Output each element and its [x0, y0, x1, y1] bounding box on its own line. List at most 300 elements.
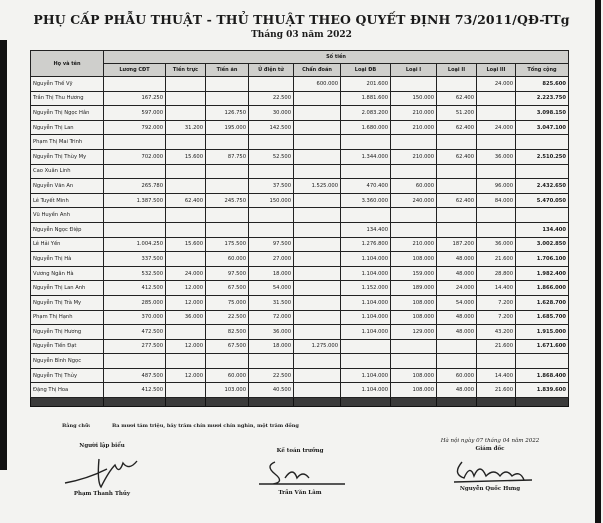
- amount-cell: [477, 354, 516, 369]
- preparer-role: Người lập biểu: [79, 443, 125, 449]
- amount-cell: [341, 339, 391, 354]
- column-header: Loại III: [477, 64, 516, 77]
- employee-name: Cao Xuân Linh: [31, 164, 104, 179]
- amount-cell: [391, 208, 437, 223]
- amount-cell: [206, 77, 249, 92]
- amount-cell: 72.000: [249, 310, 294, 325]
- amount-cell: 7.200: [477, 295, 516, 310]
- table-row: [31, 135, 569, 150]
- amount-cell: 31.500: [249, 295, 294, 310]
- amount-cell: [437, 222, 477, 237]
- amount-cell: [166, 77, 206, 92]
- amount-cell: 108.000: [391, 295, 437, 310]
- scan-edge-right: [595, 0, 601, 523]
- note-label: Bằng chữ:: [62, 423, 91, 429]
- amount-cell: 37.500: [249, 179, 294, 194]
- amount-cell: 126.750: [206, 106, 249, 121]
- amount-cell: 67.500: [206, 339, 249, 354]
- amount-cell: [391, 164, 437, 179]
- amount-cell: 62.400: [166, 193, 206, 208]
- preparer-name: Phạm Thanh Thủy: [73, 491, 131, 497]
- employee-name: Vũ Huyền Anh: [31, 208, 104, 223]
- employee-name: Nguyễn Thế Vỹ: [31, 77, 104, 92]
- amount-cell: 1.344.000: [341, 149, 391, 164]
- table-row: [31, 149, 569, 164]
- amount-cell: 62.400: [437, 149, 477, 164]
- amount-cell: [437, 354, 477, 369]
- name-header: Họ và tên: [31, 51, 104, 77]
- amount-cell: 108.000: [391, 383, 437, 398]
- scan-edge-left: [0, 40, 7, 470]
- amount-cell: 142.500: [249, 120, 294, 135]
- amount-cell: 532.500: [104, 266, 166, 281]
- employee-name: Nguyễn Thị Lan: [31, 120, 104, 135]
- amount-cell: [249, 164, 294, 179]
- amount-cell: 1.680.000: [341, 120, 391, 135]
- amount-cell: [294, 295, 341, 310]
- amount-cell: 412.500: [104, 383, 166, 398]
- amount-cell: [294, 266, 341, 281]
- document-subtitle: Tháng 03 năm 2022: [251, 30, 352, 40]
- amount-cell: 1.275.000: [294, 339, 341, 354]
- director-role: Giám đốc: [475, 446, 505, 452]
- amount-cell: 15.600: [166, 149, 206, 164]
- amount-cell: [294, 164, 341, 179]
- amount-cell: 285.000: [104, 295, 166, 310]
- employee-name: Nguyễn Thị Hà: [31, 252, 104, 267]
- amount-cell: [477, 164, 516, 179]
- amount-cell: 597.000: [104, 106, 166, 121]
- row-total: [516, 135, 569, 150]
- amount-cell: [249, 222, 294, 237]
- row-total: 2.223.750: [516, 91, 569, 106]
- amount-cell: 14.400: [477, 281, 516, 296]
- table-row: [31, 295, 569, 310]
- amount-cell: 18.000: [249, 339, 294, 354]
- amount-cell: 54.000: [249, 281, 294, 296]
- amount-cell: [166, 208, 206, 223]
- amount-cell: [294, 106, 341, 121]
- amount-cell: 108.000: [391, 310, 437, 325]
- footer-cell: [516, 398, 569, 407]
- table-row: [31, 281, 569, 296]
- amount-cell: 22.500: [206, 310, 249, 325]
- amount-cell: 40.500: [249, 383, 294, 398]
- amount-cell: 370.000: [104, 310, 166, 325]
- amount-cell: 167.250: [104, 91, 166, 106]
- amount-cell: 30.000: [249, 106, 294, 121]
- amount-cell: [166, 383, 206, 398]
- table-row: [31, 266, 569, 281]
- amount-cell: [294, 91, 341, 106]
- amount-cell: [206, 135, 249, 150]
- table-row: [31, 354, 569, 369]
- amount-cell: 195.000: [206, 120, 249, 135]
- amount-cell: 150.000: [391, 91, 437, 106]
- amount-cell: [206, 354, 249, 369]
- amount-cell: 21.600: [477, 383, 516, 398]
- amount-cell: 51.200: [437, 106, 477, 121]
- amount-cell: 28.800: [477, 266, 516, 281]
- amount-cell: [294, 135, 341, 150]
- amount-cell: [477, 91, 516, 106]
- amount-cell: [294, 310, 341, 325]
- amount-cell: [477, 208, 516, 223]
- allowance-table: [30, 50, 569, 407]
- amount-cell: 472.500: [104, 325, 166, 340]
- amount-cell: 175.500: [206, 237, 249, 252]
- footer-cell: [206, 398, 249, 407]
- amount-cell: [477, 135, 516, 150]
- amount-cell: 470.400: [341, 179, 391, 194]
- amount-cell: 265.780: [104, 179, 166, 194]
- row-total: [516, 164, 569, 179]
- amount-cell: [249, 77, 294, 92]
- amount-cell: 1.104.000: [341, 325, 391, 340]
- amount-cell: 1.881.600: [341, 91, 391, 106]
- row-total: [516, 354, 569, 369]
- amount-cell: [104, 354, 166, 369]
- amount-cell: [166, 354, 206, 369]
- amount-cell: 24.000: [437, 281, 477, 296]
- table-row: [31, 164, 569, 179]
- amount-cell: 60.000: [206, 252, 249, 267]
- amount-cell: 15.600: [166, 237, 206, 252]
- amount-cell: [166, 135, 206, 150]
- amount-cell: 36.000: [249, 325, 294, 340]
- signature-accountant: [240, 448, 360, 496]
- row-total: 1.866.000: [516, 281, 569, 296]
- amount-cell: 1.104.000: [341, 383, 391, 398]
- amount-cell: 103.000: [206, 383, 249, 398]
- amount-cell: [477, 222, 516, 237]
- amount-cell: [391, 339, 437, 354]
- amount-cell: [166, 252, 206, 267]
- amount-cell: [391, 222, 437, 237]
- footer-cell: [391, 398, 437, 407]
- amount-cell: [341, 354, 391, 369]
- amount-cell: 1.152.000: [341, 281, 391, 296]
- employee-name: Đặng Thị Hoa: [31, 383, 104, 398]
- amount-cell: 487.500: [104, 368, 166, 383]
- amount-cell: 187.200: [437, 237, 477, 252]
- amount-cell: 48.000: [437, 383, 477, 398]
- amount-cell: 36.000: [166, 310, 206, 325]
- amount-cell: 245.750: [206, 193, 249, 208]
- amount-cell: [104, 77, 166, 92]
- amount-cell: 60.000: [206, 368, 249, 383]
- amount-cell: 24.000: [166, 266, 206, 281]
- row-total: 2.510.250: [516, 149, 569, 164]
- row-total: [516, 208, 569, 223]
- amount-cell: 62.400: [437, 91, 477, 106]
- employee-name: Nguyễn Thị Thùy My: [31, 149, 104, 164]
- handwritten-signature-icon: [440, 454, 540, 486]
- amount-cell: [341, 135, 391, 150]
- amount-cell: 792.000: [104, 120, 166, 135]
- column-header: Tổng cộng: [516, 64, 569, 77]
- footer-cell: [437, 398, 477, 407]
- amount-cell: [166, 325, 206, 340]
- amount-cell: 210.000: [391, 106, 437, 121]
- amount-cell: 96.000: [477, 179, 516, 194]
- amount-cell: 210.000: [391, 237, 437, 252]
- column-header: Loại I: [391, 64, 437, 77]
- accountant-role: Kế toán trưởng: [276, 448, 324, 454]
- amount-cell: 1.104.000: [341, 295, 391, 310]
- amount-cell: 31.200: [166, 120, 206, 135]
- table-row: [31, 91, 569, 106]
- row-total: 1.706.100: [516, 252, 569, 267]
- table-row: [31, 368, 569, 383]
- amount-cell: 1.276.800: [341, 237, 391, 252]
- amount-cell: [206, 179, 249, 194]
- amount-cell: 48.000: [437, 325, 477, 340]
- amount-cell: 1.104.000: [341, 252, 391, 267]
- amount-cell: [104, 222, 166, 237]
- amount-cell: [294, 383, 341, 398]
- table-row: [31, 106, 569, 121]
- amount-cell: 21.600: [477, 252, 516, 267]
- table-row: [31, 120, 569, 135]
- table-row: [31, 383, 569, 398]
- amount-cell: [104, 164, 166, 179]
- amount-cell: [341, 208, 391, 223]
- amount-cell: 60.000: [437, 368, 477, 383]
- amount-cell: 201.600: [341, 77, 391, 92]
- amount-cell: 97.500: [249, 237, 294, 252]
- amount-cell: 1.525.000: [294, 179, 341, 194]
- sign-date: Hà nội ngày 07 tháng 04 năm 2022: [440, 438, 540, 444]
- employee-name: Nguyễn Bình Ngọc: [31, 354, 104, 369]
- amount-cell: 14.400: [477, 368, 516, 383]
- amount-cell: [391, 354, 437, 369]
- table-row: [31, 193, 569, 208]
- amount-cell: [206, 208, 249, 223]
- amount-cell: 12.000: [166, 339, 206, 354]
- row-total: 2.432.650: [516, 179, 569, 194]
- amount-cell: 150.000: [249, 193, 294, 208]
- table-footer-row: [31, 398, 569, 407]
- amount-cell: 159.000: [391, 266, 437, 281]
- amount-cell: 48.000: [437, 266, 477, 281]
- amount-cell: 48.000: [437, 252, 477, 267]
- footer-cell: [294, 398, 341, 407]
- accountant-name: Trần Văn Lâm: [278, 490, 322, 496]
- employee-name: Nguyễn Thị Trà My: [31, 295, 104, 310]
- amount-cell: 277.500: [104, 339, 166, 354]
- table-row: [31, 179, 569, 194]
- table-row: [31, 325, 569, 340]
- amount-cell: 54.000: [437, 295, 477, 310]
- amount-cell: 62.400: [437, 193, 477, 208]
- employee-name: Nguyễn Thị Thủy: [31, 368, 104, 383]
- column-header: Ủ điện tử: [249, 64, 294, 77]
- amount-cell: 36.000: [477, 237, 516, 252]
- amount-cell: [166, 91, 206, 106]
- employee-name: Phạm Thị Hạnh: [31, 310, 104, 325]
- amount-cell: 1.004.250: [104, 237, 166, 252]
- amount-cell: [294, 252, 341, 267]
- amount-cell: [294, 193, 341, 208]
- row-total: 1.839.600: [516, 383, 569, 398]
- row-total: 1.671.600: [516, 339, 569, 354]
- amount-cell: [294, 120, 341, 135]
- amount-cell: 62.400: [437, 120, 477, 135]
- amount-cell: 22.500: [249, 91, 294, 106]
- employee-name: Nguyễn Văn An: [31, 179, 104, 194]
- amount-cell: [206, 91, 249, 106]
- employee-name: Nguyễn Ngọc Điệp: [31, 222, 104, 237]
- amount-cell: [294, 208, 341, 223]
- amount-cell: [206, 222, 249, 237]
- row-total: 825.600: [516, 77, 569, 92]
- amount-cell: 22.500: [249, 368, 294, 383]
- employee-name: Vương Ngân Hà: [31, 266, 104, 281]
- amount-cell: [166, 164, 206, 179]
- amount-cell: [341, 164, 391, 179]
- amount-cell: [437, 179, 477, 194]
- footer-cell: [477, 398, 516, 407]
- amount-cell: 87.750: [206, 149, 249, 164]
- row-total: 3.098.150: [516, 106, 569, 121]
- footer-cell: [31, 398, 104, 407]
- amount-cell: [249, 354, 294, 369]
- amount-cell: [166, 106, 206, 121]
- amount-cell: 60.000: [391, 179, 437, 194]
- row-total: 1.982.400: [516, 266, 569, 281]
- amount-cell: 412.500: [104, 281, 166, 296]
- employee-name: Nguyễn Thị Ngọc Hân: [31, 106, 104, 121]
- column-header: Lương CĐT: [104, 64, 166, 77]
- amount-cell: [294, 368, 341, 383]
- row-total: 1.628.700: [516, 295, 569, 310]
- row-total: 134.400: [516, 222, 569, 237]
- amount-cell: 108.000: [391, 252, 437, 267]
- amount-cell: 52.500: [249, 149, 294, 164]
- handwritten-signature-icon: [57, 451, 147, 491]
- document-title: PHỤ CẤP PHẪU THUẬT - THỦ THUẬT THEO QUYẾT ĐỊNH 73/2011/QĐ-TTg: [33, 12, 570, 27]
- amount-cell: [166, 222, 206, 237]
- amount-cell: 43.200: [477, 325, 516, 340]
- amount-cell: [249, 208, 294, 223]
- footer-cell: [341, 398, 391, 407]
- amount-cell: [206, 164, 249, 179]
- amount-cell: [294, 325, 341, 340]
- table-row: [31, 237, 569, 252]
- amount-cell: 48.000: [437, 310, 477, 325]
- amount-cell: 27.000: [249, 252, 294, 267]
- column-header: Chẩn đoán: [294, 64, 341, 77]
- amount-cell: [437, 164, 477, 179]
- amount-cell: 24.000: [477, 77, 516, 92]
- amount-cell: 24.000: [477, 120, 516, 135]
- amount-cell: 129.000: [391, 325, 437, 340]
- table-row: [31, 77, 569, 92]
- employee-name: Nguyễn Thị Lan Anh: [31, 281, 104, 296]
- footer-cell: [249, 398, 294, 407]
- row-total: 3.047.100: [516, 120, 569, 135]
- amount-cell: 600.000: [294, 77, 341, 92]
- amount-cell: 189.000: [391, 281, 437, 296]
- amount-cell: [166, 179, 206, 194]
- amount-cell: 3.360.000: [341, 193, 391, 208]
- director-name: Nguyễn Quốc Hưng: [459, 486, 521, 492]
- handwritten-signature-icon: [245, 456, 355, 490]
- amount-cell: 84.000: [477, 193, 516, 208]
- amount-cell: 7.200: [477, 310, 516, 325]
- amount-cell: 210.000: [391, 120, 437, 135]
- table-row: [31, 208, 569, 223]
- amount-cell: [391, 135, 437, 150]
- amount-cell: [437, 339, 477, 354]
- amount-cell: 12.000: [166, 295, 206, 310]
- amount-cell: [391, 77, 437, 92]
- amount-cell: [294, 281, 341, 296]
- table-row: [31, 339, 569, 354]
- amount-cell: [294, 222, 341, 237]
- row-total: 5.470.050: [516, 193, 569, 208]
- amount-cell: 1.104.000: [341, 266, 391, 281]
- amount-cell: 337.500: [104, 252, 166, 267]
- amount-cell: 1.387.500: [104, 193, 166, 208]
- amount-cell: [249, 135, 294, 150]
- amount-cell: 12.000: [166, 368, 206, 383]
- amount-cell: [294, 149, 341, 164]
- employee-name: Nguyễn Tiến Đạt: [31, 339, 104, 354]
- group-header: Số tiền: [104, 51, 569, 64]
- amount-cell: 67.500: [206, 281, 249, 296]
- row-total: 1.685.700: [516, 310, 569, 325]
- amount-cell: [294, 237, 341, 252]
- amount-cell: 97.500: [206, 266, 249, 281]
- row-total: 3.002.850: [516, 237, 569, 252]
- amount-cell: 240.000: [391, 193, 437, 208]
- column-header: Loại II: [437, 64, 477, 77]
- employee-name: Nguyễn Thị Hương: [31, 325, 104, 340]
- amount-cell: [104, 208, 166, 223]
- footer-cell: [104, 398, 166, 407]
- employee-name: Lê Tuyết Minh: [31, 193, 104, 208]
- amount-cell: [294, 354, 341, 369]
- employee-name: Trần Thị Thu Hương: [31, 91, 104, 106]
- amount-cell: 18.000: [249, 266, 294, 281]
- table-row: [31, 222, 569, 237]
- amount-cell: 134.400: [341, 222, 391, 237]
- amount-cell: 210.000: [391, 149, 437, 164]
- amount-cell: 12.000: [166, 281, 206, 296]
- note-text: Ba mươi tám triệu, bảy trăm chín mươi chín nghìn, một trăm đồng: [112, 423, 299, 429]
- table-row: [31, 310, 569, 325]
- footer-cell: [166, 398, 206, 407]
- amount-cell: 702.000: [104, 149, 166, 164]
- amount-cell: [437, 135, 477, 150]
- signature-preparer: [42, 443, 162, 497]
- amount-cell: [437, 77, 477, 92]
- column-header: Tiền ăn: [206, 64, 249, 77]
- row-total: 1.915.000: [516, 325, 569, 340]
- table-row: [31, 252, 569, 267]
- column-header: Tiền trực: [166, 64, 206, 77]
- amount-cell: [437, 208, 477, 223]
- amount-cell: 36.000: [477, 149, 516, 164]
- amount-cell: 108.000: [391, 368, 437, 383]
- amount-cell: 2.083.200: [341, 106, 391, 121]
- amount-cell: 75.000: [206, 295, 249, 310]
- employee-name: Lê Hải Yến: [31, 237, 104, 252]
- row-total: 1.868.400: [516, 368, 569, 383]
- amount-cell: [104, 135, 166, 150]
